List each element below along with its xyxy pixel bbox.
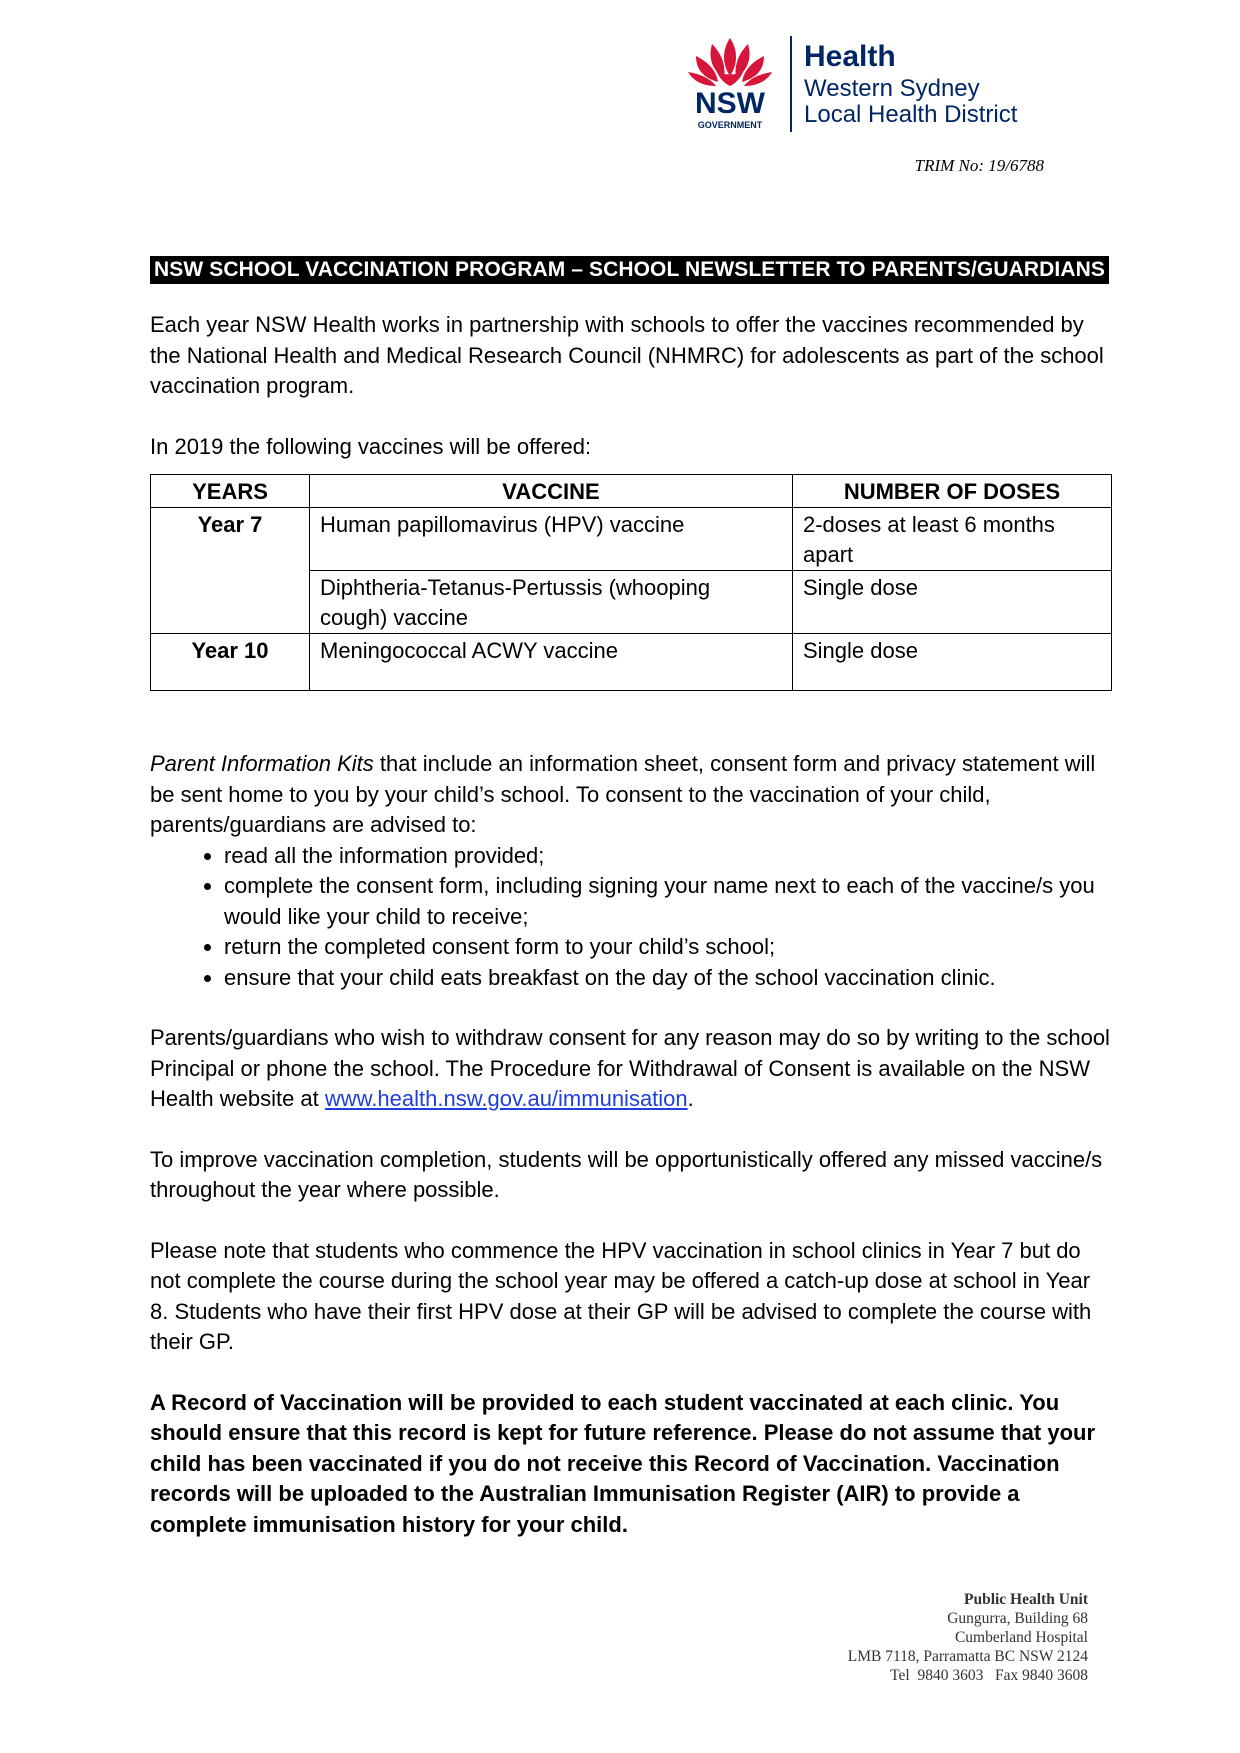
withdraw-text: Parents/guardians who wish to withdraw consent for any reason may do so by writing to the school Principal or phone the school. The Procedure for Withdrawal of Consent is available on the NSW Health website at — [150, 1025, 1110, 1111]
page-title: NSW SCHOOL VACCINATION PROGRAM – SCHOOL NEWSLETTER TO PARENTS/GUARDIANS — [150, 256, 1109, 284]
list-item: • complete the consent form, including signing your name next to each of the vaccine/s you would like your child to receive; — [224, 871, 1110, 932]
header-doses: NUMBER OF DOSES — [793, 475, 1112, 508]
doses-cell: 2-doses at least 6 months apart — [793, 508, 1112, 571]
footer-address — [848, 1590, 1088, 1685]
footer-line: Cumberland Hospital — [954, 1629, 1088, 1646]
footer-unit: Public Health Unit — [963, 1591, 1088, 1608]
header-vaccine: VACCINE — [310, 475, 793, 508]
footer-contact: Tel 9840 3603 Fax 9840 3608 — [890, 1667, 1088, 1684]
consent-steps-list — [150, 841, 1110, 994]
list-item: • read all the information provided; — [224, 841, 1110, 872]
year-cell: Year 7 — [151, 508, 310, 634]
kits-paragraph — [150, 749, 1110, 841]
record-note-paragraph: A Record of Vaccination will be provided to each student vaccinated at each clinic. You should ensure that this record is kept for future reference. Please do not assume that your child has been vaccinated if you do not receive this Record of Vaccination. Vaccination records will be uploaded to the Australian Immunisation Register (AIR) to provide a complete immunisation history for your child. — [150, 1389, 1096, 1537]
logo-district-line2: Local Health District — [804, 101, 1018, 128]
withdraw-end: . — [687, 1086, 694, 1111]
logo-district-line1: Western Sydney — [804, 75, 980, 102]
vaccine-cell: Diphtheria-Tetanus-Pertussis (whooping cough) vaccine — [310, 571, 793, 634]
list-item: • return the completed consent form to your child’s school; — [224, 932, 1110, 963]
newsletter-body — [150, 256, 1110, 1540]
footer-line: Gungurra, Building 68 — [947, 1610, 1088, 1627]
vaccine-cell: Meningococcal ACWY vaccine — [310, 634, 793, 691]
header-years: YEARS — [151, 475, 310, 508]
year-cell: Year 10 — [151, 634, 310, 691]
table-row — [151, 634, 1112, 691]
table-row — [151, 508, 1112, 571]
doses-cell: Single dose — [793, 571, 1112, 634]
withdraw-paragraph — [150, 1023, 1110, 1115]
intro-paragraph: Each year NSW Health works in partnership with schools to offer the vaccines recommended by the National Health and Medical Research Council (NHMRC) for adolescents as part of the school vaccination program. — [150, 312, 1104, 398]
offered-line: In 2019 the following vaccines will be offered: — [150, 433, 592, 459]
kits-text: that include an information sheet, consent form and privacy statement will be sent home to you by your child’s school. To consent to the vaccination of your child, parents/guardians are advised to: — [150, 751, 1096, 837]
list-item: • ensure that your child eats breakfast on the day of the school vaccination clinic. — [224, 963, 1110, 994]
completion-paragraph: To improve vaccination completion, students will be opportunistically offered any missed vaccine/s throughout the year where possible. — [150, 1146, 1103, 1202]
table-header-row — [151, 475, 1112, 508]
vaccine-cell: Human papillomavirus (HPV) vaccine — [310, 508, 793, 571]
nsw-health-logo — [686, 30, 1058, 138]
nsw-wordmark: NSW — [695, 87, 765, 120]
logo-divider — [790, 36, 792, 132]
waratah-icon — [688, 38, 772, 86]
kits-lead: Parent Information Kits — [150, 751, 374, 776]
trim-number: TRIM No: 19/6788 — [914, 156, 1044, 175]
government-wordmark: GOVERNMENT — [697, 120, 763, 130]
logo-health-text: Health — [804, 40, 896, 73]
immunisation-link[interactable]: www.health.nsw.gov.au/immunisation — [324, 1086, 688, 1111]
footer-line: LMB 7118, Parramatta BC NSW 2124 — [847, 1648, 1088, 1665]
doses-cell: Single dose — [793, 634, 1112, 691]
vaccine-table — [150, 474, 1112, 691]
hpv-note-paragraph: Please note that students who commence the HPV vaccination in school clinics in Year 7 but do not complete the course during the school year may be offered a catch-up dose at school in Year 8. Students who have their first HPV dose at their GP will be advised to complete the course with their GP. — [150, 1237, 1092, 1354]
